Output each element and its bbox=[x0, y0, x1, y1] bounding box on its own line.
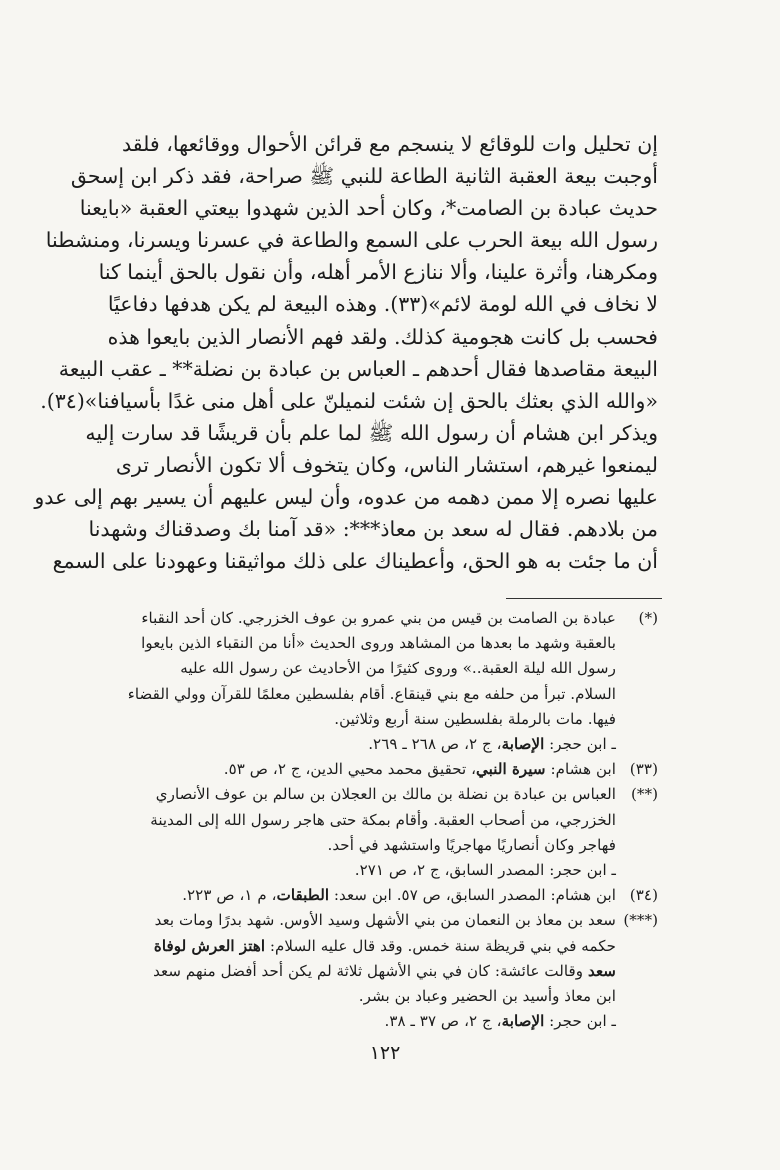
footnote-marker: (***) bbox=[623, 911, 658, 930]
footnote-marker: (*) bbox=[638, 609, 658, 627]
footnote-line: العباس بن عبادة بن نضلة بن مالك بن العجلان بن سالم بن عوف الأنصاري bbox=[155, 785, 616, 804]
text-line: حديث عبادة بن الصامت*، وكان أحد الذين شهدوا بيعتي العقبة «بايعنا bbox=[79, 196, 658, 221]
footnote-33 bbox=[130, 757, 658, 782]
footnote-line bbox=[130, 934, 616, 959]
footnote-text: حكمه في بني قريظة سنة خمس. وقد قال عليه السلام: bbox=[265, 936, 616, 955]
footnote-line bbox=[130, 959, 616, 984]
footnote-text: وقالت عائشة: كان في بني الأشهل ثلاثة لم يكن أحد أفضل منهم سعد bbox=[153, 961, 588, 980]
source-title: الطبقات bbox=[276, 886, 330, 905]
footnote-saad bbox=[130, 908, 658, 1034]
source-title: سيرة النبي bbox=[476, 760, 546, 779]
text-line: ويذكر ابن هشام أن رسول الله ﷺ لما علم بأن قريشًا قد سارت إليه bbox=[85, 420, 658, 445]
footnote-marker: (٣٣) bbox=[629, 760, 658, 779]
footnote-line: سعد بن معاذ بن النعمان من بني الأشهل وسيد الأوس. شهد بدرًا ومات بعد bbox=[154, 911, 616, 930]
footnotes bbox=[127, 606, 658, 1034]
text-line: ليمنعوا غيرهم، استشار الناس، وكان يتخوف ألا تكون الأنصار ترى bbox=[115, 452, 658, 477]
footnote-line: بالعقبة وشهد ما بعدها من المشاهد وروى الحديث «أنا من النقباء الذين بايعوا bbox=[141, 634, 616, 653]
footnote-ubada bbox=[127, 606, 658, 757]
text-line: لا نخاف في الله لومة لائم»(٣٣). وهذه البيعة لم يكن هدفها دفاعيًا bbox=[107, 292, 658, 317]
footnote-line: رسول الله ليلة العقبة..» وروى كثيرًا من الأحاديث عن رسول الله عليه bbox=[180, 659, 616, 678]
text-line: فحسب بل كانت هجومية كذلك. ولقد فهم الأنصار الذين بايعوا هذه bbox=[107, 324, 658, 349]
text-line: البيعة مقاصدها فقال أحدهم ـ العباس بن عبادة بن نضلة** ـ عقب البيعة bbox=[58, 356, 658, 381]
source-author: ـ ابن حجر: bbox=[544, 735, 616, 754]
footnote-line bbox=[130, 757, 616, 782]
footnote-abbas bbox=[130, 782, 658, 883]
source-author: ـ ابن حجر: bbox=[544, 1012, 616, 1031]
source-author: ابن هشام: bbox=[545, 760, 616, 779]
text-line: عليها نصره إلا ممن دهمه من عدوه، وأن ليس عليهم أن يسير بهم إلى عدو bbox=[34, 485, 658, 510]
page-number: ١٢٢ bbox=[369, 1042, 401, 1064]
footnote-line: الخزرجي، من أصحاب العقبة. وأقام بمكة حتى هاجر رسول الله إلى المدينة bbox=[150, 810, 616, 829]
footnote-line: السلام. تبرأ من حلفه مع بني قينقاع. أقام بفلسطين معلمًا للقرآن وولي القضاء bbox=[127, 684, 616, 703]
main-text bbox=[34, 128, 658, 577]
footnote-line: فيها. مات بالرملة بفلسطين سنة أربع وثلاثين. bbox=[334, 709, 616, 728]
source-pages: ، م ١، ص ٢٢٣. bbox=[182, 886, 277, 905]
footnote-line: عبادة بن الصامت بن قيس من بني عمرو بن عوف الخزرجي. كان أحد النقباء bbox=[141, 609, 616, 627]
footnote-marker: (٣٤) bbox=[629, 886, 658, 905]
footnote-divider bbox=[506, 598, 662, 599]
footnote-source: ـ ابن حجر: المصدر السابق، ج ٢، ص ٢٧١. bbox=[354, 861, 616, 880]
footnote-marker: (**) bbox=[630, 785, 658, 804]
footnote-quote: اهتز العرش لوفاة bbox=[153, 936, 266, 955]
footnote-source bbox=[130, 1009, 616, 1034]
source-author: ابن هشام: المصدر السابق، ص ٥٧. ابن سعد: bbox=[329, 886, 616, 905]
footnote-line: ابن معاذ وأسيد بن الحضير وعباد بن بشر. bbox=[358, 987, 616, 1006]
text-line: ومكرهنا، وأثرة علينا، وألا ننازع الأمر أهله، وأن نقول بالحق أينما كنا bbox=[98, 260, 658, 285]
text-line: أن ما جئت به هو الحق، وأعطيناك على ذلك مواثيقنا وعهودنا على السمع bbox=[52, 549, 658, 574]
source-title: الإصابة bbox=[501, 735, 545, 754]
text-line: «والله الذي بعثك بالحق إن شئت لنميلنّ على أهل منى غدًا بأسيافنا»(٣٤). bbox=[40, 388, 658, 413]
footnote-line bbox=[130, 883, 616, 908]
source-pages: ، ج ٢، ص ٢٦٨ ـ ٢٦٩. bbox=[368, 735, 502, 754]
text-line: من بلادهم. فقال له سعد بن معاذ***: «قد آمنا بك وصدقناك وشهدنا bbox=[88, 517, 658, 542]
text-line: أوجبت بيعة العقبة الثانية الطاعة للنبي ﷺ صراحة، فقد ذكر ابن إسحق bbox=[70, 164, 658, 189]
text-line: رسول الله بيعة الحرب على السمع والطاعة في عسرنا ويسرنا، ومنشطنا bbox=[45, 228, 658, 253]
source-pages: ، تحقيق محمد محيي الدين، ج ٢، ص ٥٣. bbox=[223, 760, 477, 779]
footnote-line: فهاجر وكان أنصاريًا مهاجريًا واستشهد في أحد. bbox=[327, 835, 616, 854]
source-pages: ، ج ٢، ص ٣٧ ـ ٣٨. bbox=[384, 1012, 502, 1031]
footnote-quote: سعد bbox=[587, 961, 616, 980]
footnote-source bbox=[130, 732, 616, 757]
footnote-34 bbox=[130, 883, 658, 908]
source-title: الإصابة bbox=[501, 1012, 545, 1031]
text-line: إن تحليل وات للوقائع لا ينسجم مع قرائن الأحوال ووقائعها، فلقد bbox=[122, 132, 658, 156]
